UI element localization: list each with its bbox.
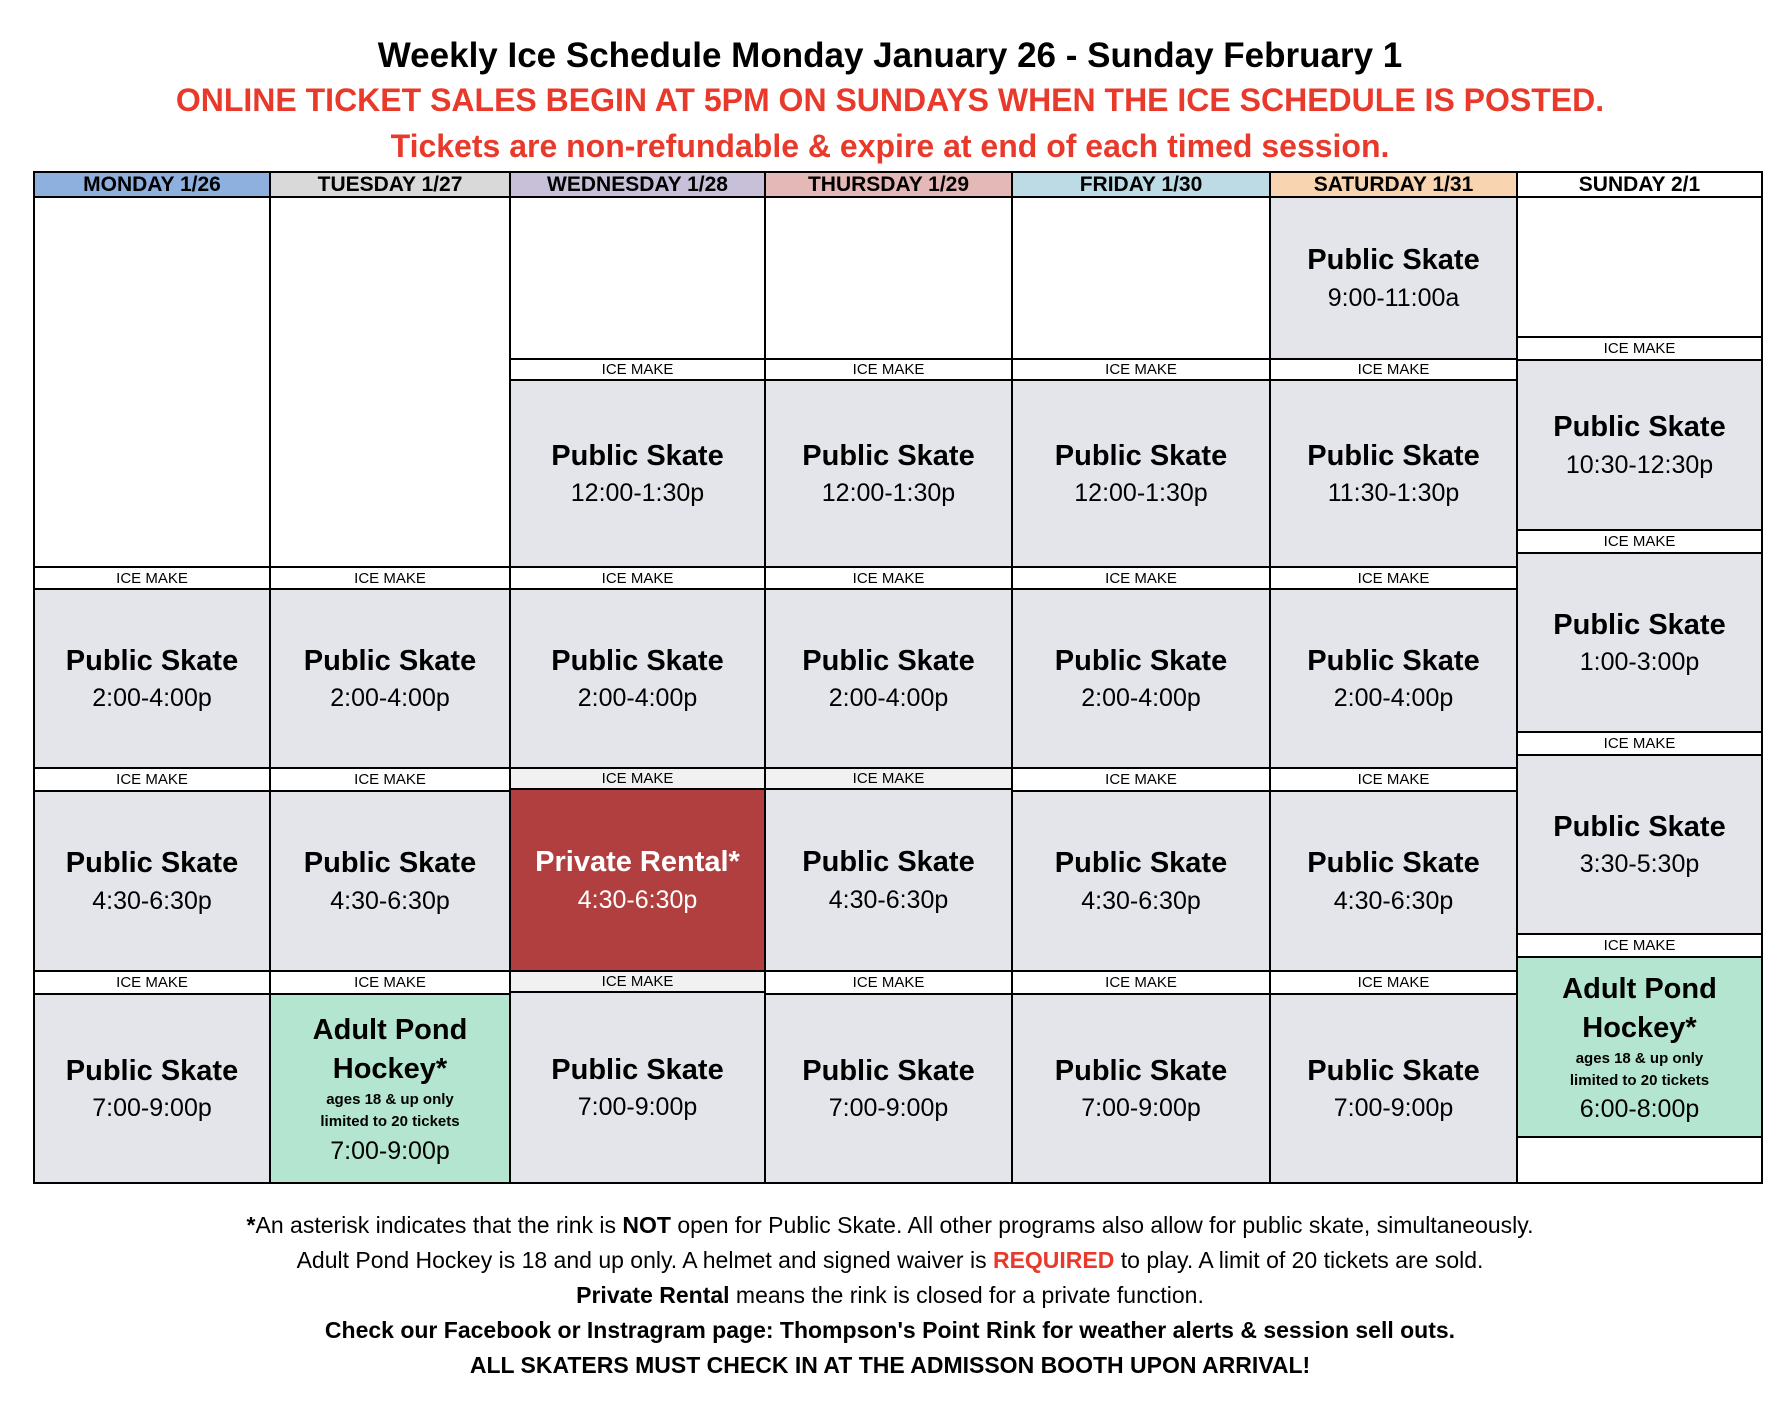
session-time: 4:30-6:30p: [330, 886, 450, 915]
hockey-age-note: ages 18 & up only: [326, 1091, 454, 1109]
session-time: 9:00-11:00a: [1327, 283, 1460, 312]
public-skate-session: [33, 995, 271, 1184]
ice-make-slot: ICE MAKE: [1518, 935, 1763, 958]
ice-make-slot: ICE MAKE: [271, 769, 511, 792]
session-name: Public Skate: [551, 439, 724, 472]
public-skate-session: [1518, 361, 1763, 531]
session-time: 2:00-4:00p: [1081, 684, 1201, 713]
ice-make-slot: ICE MAKE: [33, 769, 271, 792]
public-skate-session: [1271, 995, 1518, 1184]
ice-make-slot: ICE MAKE: [271, 568, 511, 590]
ice-make-slot: ICE MAKE: [1271, 769, 1518, 792]
day-header-saturday: SATURDAY 1/31: [1271, 171, 1518, 198]
footnote-asterisk: [0, 1208, 1780, 1243]
session-name: Private Rental*: [535, 846, 740, 879]
footnote-hockey-text-a: Adult Pond Hockey is 18 and up only. A helmet and signed waiver is: [296, 1247, 993, 1273]
ice-make-slot: ICE MAKE: [766, 360, 1013, 381]
session-name: Public Skate: [1553, 608, 1726, 641]
private-rental-session: [511, 790, 766, 972]
day-header-monday: MONDAY 1/26: [33, 171, 271, 198]
session-name: Public Skate: [802, 1054, 975, 1087]
day-header-wednesday: WEDNESDAY 1/28: [511, 171, 766, 198]
adult-pond-hockey-session: [1518, 958, 1763, 1138]
public-skate-session: [1013, 995, 1271, 1184]
day-header-tuesday: TUESDAY 1/27: [271, 171, 511, 198]
day-header-thursday: THURSDAY 1/29: [766, 171, 1013, 198]
ice-make-slot: ICE MAKE: [1271, 972, 1518, 995]
public-skate-session: [1271, 590, 1518, 769]
session-name: Public Skate: [1054, 1054, 1228, 1087]
asterisk-mark: *: [246, 1212, 256, 1238]
session-time: 2:00-4:00p: [92, 684, 212, 713]
public-skate-session: [1518, 756, 1763, 935]
ice-make-slot: ICE MAKE: [1013, 972, 1271, 995]
session-name: Public Skate: [65, 644, 239, 677]
session-name: Public Skate: [65, 1054, 239, 1087]
ticket-sales-notice: ONLINE TICKET SALES BEGIN AT 5PM ON SUNDAYS WHEN THE ICE SCHEDULE IS POSTED.: [175, 82, 1605, 118]
session-time: 11:30-1:30p: [1327, 479, 1460, 508]
ice-make-slot: ICE MAKE: [271, 972, 511, 995]
footnote-social: Check our Facebook or Instragram page: Thompson's Point Rink for weather alerts & session sell outs.: [324, 1317, 1456, 1343]
ice-make-slot: ICE MAKE: [511, 360, 766, 381]
session-name: Public Skate: [802, 644, 975, 677]
session-name: Public Skate: [802, 439, 975, 472]
footnote-hockey-text-b: to play. A limit of 20 tickets are sold.: [1114, 1247, 1484, 1273]
public-skate-session: [1271, 792, 1518, 972]
session-time: 2:00-4:00p: [1333, 684, 1454, 713]
ice-make-slot: ICE MAKE: [766, 769, 1013, 790]
session-time: 2:00-4:00p: [330, 684, 450, 713]
ice-make-slot: ICE MAKE: [766, 972, 1013, 995]
session-time: 6:00-8:00p: [1579, 1095, 1700, 1124]
public-skate-session: [271, 792, 511, 972]
footnote-asterisk-text-a: An asterisk indicates that the rink is: [255, 1212, 623, 1238]
session-name: Public Skate: [1307, 1054, 1480, 1087]
ice-make-slot: ICE MAKE: [511, 769, 766, 790]
footnotes: [0, 1208, 1780, 1383]
public-skate-session: [511, 993, 766, 1184]
page-title: Weekly Ice Schedule Monday January 26 - Sunday February 1: [377, 36, 1403, 75]
session-name: Public Skate: [1054, 847, 1228, 880]
session-name: Public Skate: [65, 847, 239, 880]
session-name: Public Skate: [1054, 439, 1228, 472]
session-time: 7:00-9:00p: [92, 1094, 212, 1123]
session-time: 12:00-1:30p: [821, 479, 956, 508]
session-name: Adult Pond Hockey*: [312, 1014, 468, 1086]
hockey-age-note: ages 18 & up only: [1575, 1049, 1704, 1067]
public-skate-session: [511, 590, 766, 769]
session-name: Public Skate: [303, 644, 477, 677]
public-skate-session: [511, 381, 766, 568]
day-column-tuesday: [271, 171, 511, 1184]
hockey-limit-note: limited to 20 tickets: [320, 1113, 460, 1131]
public-skate-session: [33, 792, 271, 972]
ice-make-slot: ICE MAKE: [511, 568, 766, 590]
public-skate-session: [766, 590, 1013, 769]
session-name: Public Skate: [1054, 644, 1228, 677]
session-name: Public Skate: [1307, 644, 1480, 677]
session-time: 7:00-9:00p: [828, 1094, 949, 1123]
ice-make-slot: ICE MAKE: [33, 568, 271, 590]
session-name: Public Skate: [1307, 439, 1480, 472]
ice-make-slot: ICE MAKE: [1518, 531, 1763, 554]
ice-make-slot: ICE MAKE: [1518, 338, 1763, 361]
ice-make-slot: ICE MAKE: [766, 568, 1013, 590]
session-name: Public Skate: [1307, 847, 1480, 880]
session-name: Public Skate: [303, 847, 477, 880]
day-column-monday: [33, 171, 271, 1184]
footnote-private-rental-term: Private Rental: [576, 1282, 730, 1308]
session-time: 7:00-9:00p: [1081, 1094, 1201, 1123]
weekly-schedule-table: [33, 171, 1763, 1184]
ice-make-slot: ICE MAKE: [1271, 568, 1518, 590]
empty-slot: [511, 198, 766, 360]
public-skate-session: [1271, 198, 1518, 360]
public-skate-session: [271, 590, 511, 769]
adult-pond-hockey-session: [271, 995, 511, 1184]
ice-make-slot: ICE MAKE: [1013, 568, 1271, 590]
empty-slot: [1518, 1138, 1763, 1184]
empty-slot: [1518, 198, 1763, 338]
ice-make-slot: ICE MAKE: [1271, 360, 1518, 381]
day-header-friday: FRIDAY 1/30: [1013, 171, 1271, 198]
empty-slot: [271, 198, 511, 568]
session-time: 12:00-1:30p: [1074, 479, 1208, 508]
footnote-private-rental-text: means the rink is closed for a private function.: [729, 1282, 1204, 1308]
session-name: Public Skate: [1553, 810, 1726, 843]
ice-make-slot: ICE MAKE: [1013, 769, 1271, 792]
session-time: 7:00-9:00p: [577, 1093, 698, 1122]
public-skate-session: [1013, 792, 1271, 972]
public-skate-session: [1271, 381, 1518, 568]
hockey-limit-note: limited to 20 tickets: [1569, 1071, 1710, 1089]
ice-make-slot: ICE MAKE: [1013, 360, 1271, 381]
session-time: 4:30-6:30p: [1333, 886, 1454, 915]
public-skate-session: [33, 590, 271, 769]
session-time: 2:00-4:00p: [577, 684, 698, 713]
public-skate-session: [1013, 590, 1271, 769]
public-skate-session: [1518, 554, 1763, 733]
footnote-private-rental: [0, 1278, 1780, 1313]
empty-slot: [33, 198, 271, 568]
public-skate-session: [766, 381, 1013, 568]
refund-policy-notice: Tickets are non-refundable & expire at end of each timed session.: [390, 128, 1390, 164]
empty-slot: [1013, 198, 1271, 360]
day-column-wednesday: [511, 171, 766, 1184]
session-name: Adult Pond Hockey*: [1562, 972, 1717, 1044]
session-time: 4:30-6:30p: [1081, 886, 1201, 915]
session-time: 3:30-5:30p: [1579, 850, 1700, 879]
session-name: Public Skate: [1553, 411, 1726, 444]
session-time: 7:00-9:00p: [1333, 1094, 1454, 1123]
session-name: Public Skate: [1307, 244, 1480, 277]
footnote-hockey: [0, 1243, 1780, 1278]
empty-slot: [766, 198, 1013, 360]
session-time: 7:00-9:00p: [330, 1136, 450, 1165]
day-header-sunday: SUNDAY 2/1: [1518, 171, 1763, 198]
ice-make-slot: ICE MAKE: [511, 972, 766, 993]
session-name: Public Skate: [551, 1053, 724, 1086]
session-time: 4:30-6:30p: [828, 885, 949, 914]
footnote-not-emphasis: NOT: [622, 1212, 671, 1238]
day-column-saturday: [1271, 171, 1518, 1184]
session-time: 10:30-12:30p: [1565, 450, 1714, 479]
footnote-asterisk-text-b: open for Public Skate. All other programs also allow for public skate, simultaneously.: [670, 1212, 1534, 1238]
day-column-friday: [1013, 171, 1271, 1184]
session-time: 12:00-1:30p: [570, 479, 705, 508]
day-column-thursday: [766, 171, 1013, 1184]
session-time: 4:30-6:30p: [577, 885, 698, 914]
session-time: 1:00-3:00p: [1579, 648, 1700, 677]
ice-make-slot: ICE MAKE: [33, 972, 271, 995]
session-time: 2:00-4:00p: [828, 684, 949, 713]
public-skate-session: [1013, 381, 1271, 568]
public-skate-session: [766, 995, 1013, 1184]
public-skate-session: [766, 790, 1013, 972]
session-name: Public Skate: [802, 846, 975, 879]
session-time: 4:30-6:30p: [92, 886, 212, 915]
footnote-check-in: ALL SKATERS MUST CHECK IN AT THE ADMISSON BOOTH UPON ARRIVAL!: [469, 1352, 1311, 1378]
session-name: Public Skate: [551, 644, 724, 677]
day-column-sunday: [1518, 171, 1763, 1184]
footnote-required-emphasis: REQUIRED: [992, 1247, 1115, 1273]
ice-make-slot: ICE MAKE: [1518, 733, 1763, 756]
